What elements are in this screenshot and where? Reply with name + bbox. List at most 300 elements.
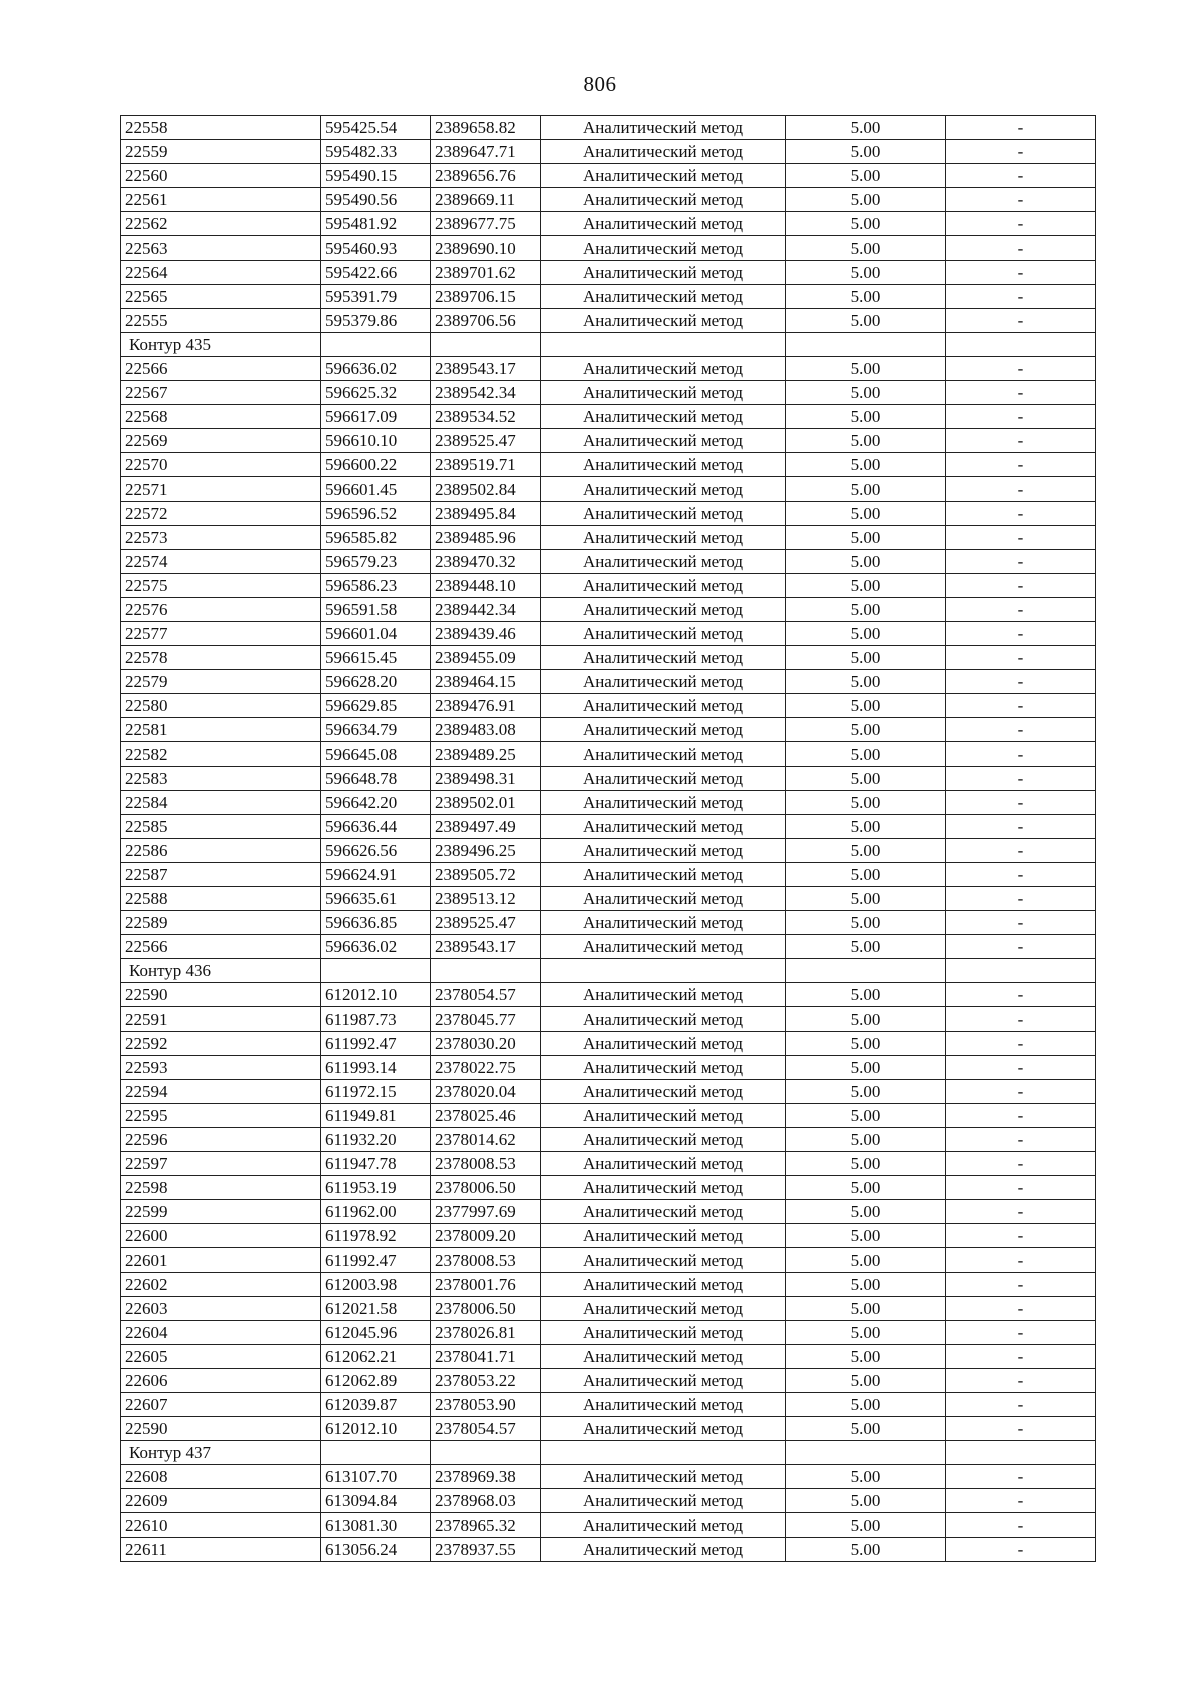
table-row — [121, 525, 1096, 549]
note-cell: - — [946, 308, 1096, 332]
point-id-cell: 22573 — [121, 525, 321, 549]
y-coordinate-cell: 2389502.84 — [431, 477, 541, 501]
point-id-cell: 22608 — [121, 1465, 321, 1489]
y-coordinate-cell: 2389656.76 — [431, 164, 541, 188]
x-coordinate-cell: 611993.14 — [321, 1055, 431, 1079]
x-coordinate-cell: 596648.78 — [321, 766, 431, 790]
y-coordinate-cell: 2378008.53 — [431, 1248, 541, 1272]
table-row — [121, 405, 1096, 429]
method-cell: Аналитический метод — [541, 549, 786, 573]
method-cell: Аналитический метод — [541, 1224, 786, 1248]
error-cell: 5.00 — [786, 1248, 946, 1272]
method-cell: Аналитический метод — [541, 501, 786, 525]
error-cell: 5.00 — [786, 356, 946, 380]
method-cell: Аналитический метод — [541, 694, 786, 718]
error-cell: 5.00 — [786, 597, 946, 621]
note-cell: - — [946, 260, 1096, 284]
contour-header-row — [121, 332, 1096, 356]
error-cell: 5.00 — [786, 1344, 946, 1368]
method-cell: Аналитический метод — [541, 597, 786, 621]
error-cell: 5.00 — [786, 140, 946, 164]
point-id-cell: 22582 — [121, 742, 321, 766]
table-row — [121, 1103, 1096, 1127]
note-cell: - — [946, 766, 1096, 790]
method-cell: Аналитический метод — [541, 212, 786, 236]
note-cell: - — [946, 838, 1096, 862]
point-id-cell: 22577 — [121, 621, 321, 645]
y-coordinate-cell: 2378009.20 — [431, 1224, 541, 1248]
x-coordinate-cell: 596596.52 — [321, 501, 431, 525]
table-row — [121, 838, 1096, 862]
error-cell: 5.00 — [786, 911, 946, 935]
note-cell: - — [946, 1127, 1096, 1151]
point-id-cell: 22595 — [121, 1103, 321, 1127]
y-coordinate-cell: 2378022.75 — [431, 1055, 541, 1079]
table-row — [121, 1272, 1096, 1296]
note-cell: - — [946, 597, 1096, 621]
y-coordinate-cell: 2389701.62 — [431, 260, 541, 284]
table-row — [121, 646, 1096, 670]
error-cell: 5.00 — [786, 1224, 946, 1248]
table-row — [121, 1200, 1096, 1224]
table-row — [121, 356, 1096, 380]
point-id-cell: 22569 — [121, 429, 321, 453]
y-coordinate-cell: 2377997.69 — [431, 1200, 541, 1224]
note-cell: - — [946, 405, 1096, 429]
note-cell: - — [946, 1392, 1096, 1416]
y-coordinate-cell: 2389690.10 — [431, 236, 541, 260]
table-row — [121, 597, 1096, 621]
y-coordinate-cell: 2378053.90 — [431, 1392, 541, 1416]
table-row — [121, 1368, 1096, 1392]
table-row — [121, 429, 1096, 453]
note-cell: - — [946, 911, 1096, 935]
empty-cell — [541, 1441, 786, 1465]
method-cell: Аналитический метод — [541, 1320, 786, 1344]
contour-label: Контур 435 — [121, 332, 321, 356]
x-coordinate-cell: 596601.04 — [321, 621, 431, 645]
table-row — [121, 670, 1096, 694]
note-cell: - — [946, 284, 1096, 308]
method-cell: Аналитический метод — [541, 1537, 786, 1561]
note-cell: - — [946, 525, 1096, 549]
table-row — [121, 1489, 1096, 1513]
x-coordinate-cell: 611949.81 — [321, 1103, 431, 1127]
empty-cell — [321, 1441, 431, 1465]
table-row — [121, 164, 1096, 188]
table-row — [121, 501, 1096, 525]
x-coordinate-cell: 612062.89 — [321, 1368, 431, 1392]
table-row — [121, 140, 1096, 164]
coordinates-table-body — [121, 116, 1096, 1562]
note-cell: - — [946, 670, 1096, 694]
point-id-cell: 22603 — [121, 1296, 321, 1320]
error-cell: 5.00 — [786, 935, 946, 959]
error-cell: 5.00 — [786, 983, 946, 1007]
error-cell: 5.00 — [786, 1152, 946, 1176]
point-id-cell: 22594 — [121, 1079, 321, 1103]
method-cell: Аналитический метод — [541, 1079, 786, 1103]
x-coordinate-cell: 595425.54 — [321, 116, 431, 140]
error-cell: 5.00 — [786, 1417, 946, 1441]
method-cell: Аналитический метод — [541, 1296, 786, 1320]
x-coordinate-cell: 595481.92 — [321, 212, 431, 236]
page-number: 806 — [583, 72, 617, 96]
point-id-cell: 22576 — [121, 597, 321, 621]
point-id-cell: 22562 — [121, 212, 321, 236]
x-coordinate-cell: 596625.32 — [321, 381, 431, 405]
y-coordinate-cell: 2389519.71 — [431, 453, 541, 477]
error-cell: 5.00 — [786, 1368, 946, 1392]
x-coordinate-cell: 596610.10 — [321, 429, 431, 453]
x-coordinate-cell: 596591.58 — [321, 597, 431, 621]
table-row — [121, 1296, 1096, 1320]
error-cell: 5.00 — [786, 887, 946, 911]
x-coordinate-cell: 611953.19 — [321, 1176, 431, 1200]
error-cell: 5.00 — [786, 1392, 946, 1416]
coordinates-table — [120, 115, 1096, 1562]
x-coordinate-cell: 613056.24 — [321, 1537, 431, 1561]
table-row — [121, 1320, 1096, 1344]
point-id-cell: 22570 — [121, 453, 321, 477]
table-row — [121, 212, 1096, 236]
y-coordinate-cell: 2389497.49 — [431, 814, 541, 838]
method-cell: Аналитический метод — [541, 1368, 786, 1392]
x-coordinate-cell: 611972.15 — [321, 1079, 431, 1103]
method-cell: Аналитический метод — [541, 1417, 786, 1441]
point-id-cell: 22564 — [121, 260, 321, 284]
error-cell: 5.00 — [786, 1489, 946, 1513]
table-row — [121, 381, 1096, 405]
x-coordinate-cell: 611978.92 — [321, 1224, 431, 1248]
method-cell: Аналитический метод — [541, 1176, 786, 1200]
table-row — [121, 1465, 1096, 1489]
x-coordinate-cell: 611987.73 — [321, 1007, 431, 1031]
x-coordinate-cell: 612021.58 — [321, 1296, 431, 1320]
x-coordinate-cell: 612062.21 — [321, 1344, 431, 1368]
point-id-cell: 22601 — [121, 1248, 321, 1272]
point-id-cell: 22589 — [121, 911, 321, 935]
method-cell: Аналитический метод — [541, 742, 786, 766]
method-cell: Аналитический метод — [541, 670, 786, 694]
point-id-cell: 22555 — [121, 308, 321, 332]
table-row — [121, 260, 1096, 284]
note-cell: - — [946, 1031, 1096, 1055]
y-coordinate-cell: 2389543.17 — [431, 356, 541, 380]
error-cell: 5.00 — [786, 766, 946, 790]
method-cell: Аналитический метод — [541, 862, 786, 886]
x-coordinate-cell: 611962.00 — [321, 1200, 431, 1224]
method-cell: Аналитический метод — [541, 911, 786, 935]
empty-cell — [946, 1441, 1096, 1465]
error-cell: 5.00 — [786, 1200, 946, 1224]
point-id-cell: 22598 — [121, 1176, 321, 1200]
table-row — [121, 1152, 1096, 1176]
note-cell: - — [946, 1417, 1096, 1441]
error-cell: 5.00 — [786, 790, 946, 814]
x-coordinate-cell: 612003.98 — [321, 1272, 431, 1296]
point-id-cell: 22586 — [121, 838, 321, 862]
table-row — [121, 983, 1096, 1007]
y-coordinate-cell: 2389496.25 — [431, 838, 541, 862]
note-cell: - — [946, 549, 1096, 573]
y-coordinate-cell: 2378025.46 — [431, 1103, 541, 1127]
empty-cell — [946, 959, 1096, 983]
table-row — [121, 236, 1096, 260]
table-row — [121, 1392, 1096, 1416]
point-id-cell: 22565 — [121, 284, 321, 308]
note-cell: - — [946, 1320, 1096, 1344]
y-coordinate-cell: 2378053.22 — [431, 1368, 541, 1392]
table-row — [121, 1079, 1096, 1103]
error-cell: 5.00 — [786, 116, 946, 140]
x-coordinate-cell: 613081.30 — [321, 1513, 431, 1537]
method-cell: Аналитический метод — [541, 1344, 786, 1368]
error-cell: 5.00 — [786, 429, 946, 453]
y-coordinate-cell: 2389442.34 — [431, 597, 541, 621]
y-coordinate-cell: 2389502.01 — [431, 790, 541, 814]
point-id-cell: 22575 — [121, 573, 321, 597]
error-cell: 5.00 — [786, 212, 946, 236]
y-coordinate-cell: 2389677.75 — [431, 212, 541, 236]
method-cell: Аналитический метод — [541, 1127, 786, 1151]
point-id-cell: 22592 — [121, 1031, 321, 1055]
point-id-cell: 22558 — [121, 116, 321, 140]
table-row — [121, 911, 1096, 935]
note-cell: - — [946, 164, 1096, 188]
point-id-cell: 22605 — [121, 1344, 321, 1368]
y-coordinate-cell: 2389455.09 — [431, 646, 541, 670]
note-cell: - — [946, 814, 1096, 838]
error-cell: 5.00 — [786, 573, 946, 597]
point-id-cell: 22572 — [121, 501, 321, 525]
method-cell: Аналитический метод — [541, 573, 786, 597]
table-row — [121, 1248, 1096, 1272]
point-id-cell: 22568 — [121, 405, 321, 429]
x-coordinate-cell: 613107.70 — [321, 1465, 431, 1489]
note-cell: - — [946, 1176, 1096, 1200]
x-coordinate-cell: 596642.20 — [321, 790, 431, 814]
method-cell: Аналитический метод — [541, 1152, 786, 1176]
note-cell: - — [946, 983, 1096, 1007]
point-id-cell: 22574 — [121, 549, 321, 573]
point-id-cell: 22597 — [121, 1152, 321, 1176]
y-coordinate-cell: 2378969.38 — [431, 1465, 541, 1489]
x-coordinate-cell: 596601.45 — [321, 477, 431, 501]
point-id-cell: 22561 — [121, 188, 321, 212]
method-cell: Аналитический метод — [541, 453, 786, 477]
point-id-cell: 22606 — [121, 1368, 321, 1392]
y-coordinate-cell: 2389476.91 — [431, 694, 541, 718]
note-cell: - — [946, 1465, 1096, 1489]
y-coordinate-cell: 2389669.11 — [431, 188, 541, 212]
table-row — [121, 621, 1096, 645]
y-coordinate-cell: 2378054.57 — [431, 1417, 541, 1441]
method-cell: Аналитический метод — [541, 887, 786, 911]
x-coordinate-cell: 596636.44 — [321, 814, 431, 838]
method-cell: Аналитический метод — [541, 140, 786, 164]
method-cell: Аналитический метод — [541, 718, 786, 742]
point-id-cell: 22591 — [121, 1007, 321, 1031]
note-cell: - — [946, 453, 1096, 477]
table-row — [121, 935, 1096, 959]
y-coordinate-cell: 2389525.47 — [431, 911, 541, 935]
method-cell: Аналитический метод — [541, 381, 786, 405]
note-cell: - — [946, 862, 1096, 886]
x-coordinate-cell: 595482.33 — [321, 140, 431, 164]
table-row — [121, 1224, 1096, 1248]
method-cell: Аналитический метод — [541, 1103, 786, 1127]
x-coordinate-cell: 613094.84 — [321, 1489, 431, 1513]
error-cell: 5.00 — [786, 164, 946, 188]
y-coordinate-cell: 2378020.04 — [431, 1079, 541, 1103]
note-cell: - — [946, 1200, 1096, 1224]
point-id-cell: 22567 — [121, 381, 321, 405]
error-cell: 5.00 — [786, 405, 946, 429]
y-coordinate-cell: 2389505.72 — [431, 862, 541, 886]
method-cell: Аналитический метод — [541, 188, 786, 212]
error-cell: 5.00 — [786, 1127, 946, 1151]
method-cell: Аналитический метод — [541, 1031, 786, 1055]
y-coordinate-cell: 2389495.84 — [431, 501, 541, 525]
method-cell: Аналитический метод — [541, 935, 786, 959]
note-cell: - — [946, 140, 1096, 164]
point-id-cell: 22590 — [121, 1417, 321, 1441]
method-cell: Аналитический метод — [541, 284, 786, 308]
error-cell: 5.00 — [786, 646, 946, 670]
note-cell: - — [946, 742, 1096, 766]
note-cell: - — [946, 694, 1096, 718]
error-cell: 5.00 — [786, 501, 946, 525]
note-cell: - — [946, 381, 1096, 405]
point-id-cell: 22590 — [121, 983, 321, 1007]
method-cell: Аналитический метод — [541, 1272, 786, 1296]
note-cell: - — [946, 477, 1096, 501]
x-coordinate-cell: 611947.78 — [321, 1152, 431, 1176]
point-id-cell: 22571 — [121, 477, 321, 501]
x-coordinate-cell: 595490.56 — [321, 188, 431, 212]
note-cell: - — [946, 1272, 1096, 1296]
x-coordinate-cell: 596626.56 — [321, 838, 431, 862]
method-cell: Аналитический метод — [541, 356, 786, 380]
error-cell: 5.00 — [786, 1103, 946, 1127]
x-coordinate-cell: 596600.22 — [321, 453, 431, 477]
note-cell: - — [946, 1103, 1096, 1127]
error-cell: 5.00 — [786, 694, 946, 718]
method-cell: Аналитический метод — [541, 1007, 786, 1031]
y-coordinate-cell: 2389498.31 — [431, 766, 541, 790]
x-coordinate-cell: 596615.45 — [321, 646, 431, 670]
note-cell: - — [946, 1248, 1096, 1272]
x-coordinate-cell: 612012.10 — [321, 1417, 431, 1441]
note-cell: - — [946, 429, 1096, 453]
point-id-cell: 22609 — [121, 1489, 321, 1513]
error-cell: 5.00 — [786, 621, 946, 645]
y-coordinate-cell: 2378006.50 — [431, 1176, 541, 1200]
table-row — [121, 308, 1096, 332]
error-cell: 5.00 — [786, 381, 946, 405]
x-coordinate-cell: 596636.85 — [321, 911, 431, 935]
x-coordinate-cell: 612045.96 — [321, 1320, 431, 1344]
empty-cell — [786, 959, 946, 983]
method-cell: Аналитический метод — [541, 164, 786, 188]
method-cell: Аналитический метод — [541, 429, 786, 453]
error-cell: 5.00 — [786, 1465, 946, 1489]
x-coordinate-cell: 612039.87 — [321, 1392, 431, 1416]
y-coordinate-cell: 2389543.17 — [431, 935, 541, 959]
contour-label: Контур 437 — [121, 1441, 321, 1465]
error-cell: 5.00 — [786, 1537, 946, 1561]
y-coordinate-cell: 2389448.10 — [431, 573, 541, 597]
note-cell: - — [946, 887, 1096, 911]
y-coordinate-cell: 2389706.56 — [431, 308, 541, 332]
table-row — [121, 284, 1096, 308]
point-id-cell: 22611 — [121, 1537, 321, 1561]
y-coordinate-cell: 2378965.32 — [431, 1513, 541, 1537]
empty-cell — [946, 332, 1096, 356]
y-coordinate-cell: 2378054.57 — [431, 983, 541, 1007]
y-coordinate-cell: 2389542.34 — [431, 381, 541, 405]
point-id-cell: 22560 — [121, 164, 321, 188]
y-coordinate-cell: 2378030.20 — [431, 1031, 541, 1055]
y-coordinate-cell: 2378045.77 — [431, 1007, 541, 1031]
error-cell: 5.00 — [786, 1176, 946, 1200]
method-cell: Аналитический метод — [541, 766, 786, 790]
note-cell: - — [946, 573, 1096, 597]
empty-cell — [431, 1441, 541, 1465]
point-id-cell: 22585 — [121, 814, 321, 838]
method-cell: Аналитический метод — [541, 646, 786, 670]
error-cell: 5.00 — [786, 1320, 946, 1344]
x-coordinate-cell: 611992.47 — [321, 1031, 431, 1055]
error-cell: 5.00 — [786, 1272, 946, 1296]
error-cell: 5.00 — [786, 477, 946, 501]
error-cell: 5.00 — [786, 670, 946, 694]
x-coordinate-cell: 596634.79 — [321, 718, 431, 742]
y-coordinate-cell: 2389439.46 — [431, 621, 541, 645]
error-cell: 5.00 — [786, 814, 946, 838]
error-cell: 5.00 — [786, 284, 946, 308]
x-coordinate-cell: 596635.61 — [321, 887, 431, 911]
point-id-cell: 22566 — [121, 935, 321, 959]
table-row — [121, 1007, 1096, 1031]
error-cell: 5.00 — [786, 1079, 946, 1103]
x-coordinate-cell: 596585.82 — [321, 525, 431, 549]
note-cell: - — [946, 236, 1096, 260]
method-cell: Аналитический метод — [541, 1248, 786, 1272]
y-coordinate-cell: 2378968.03 — [431, 1489, 541, 1513]
table-row — [121, 1031, 1096, 1055]
note-cell: - — [946, 1224, 1096, 1248]
table-row — [121, 718, 1096, 742]
y-coordinate-cell: 2378014.62 — [431, 1127, 541, 1151]
y-coordinate-cell: 2389513.12 — [431, 887, 541, 911]
table-row — [121, 862, 1096, 886]
method-cell: Аналитический метод — [541, 838, 786, 862]
point-id-cell: 22600 — [121, 1224, 321, 1248]
x-coordinate-cell: 596636.02 — [321, 935, 431, 959]
method-cell: Аналитический метод — [541, 405, 786, 429]
table-row — [121, 188, 1096, 212]
method-cell: Аналитический метод — [541, 1392, 786, 1416]
x-coordinate-cell: 595391.79 — [321, 284, 431, 308]
y-coordinate-cell: 2389525.47 — [431, 429, 541, 453]
error-cell: 5.00 — [786, 525, 946, 549]
method-cell: Аналитический метод — [541, 1489, 786, 1513]
note-cell: - — [946, 718, 1096, 742]
error-cell: 5.00 — [786, 1055, 946, 1079]
error-cell: 5.00 — [786, 188, 946, 212]
